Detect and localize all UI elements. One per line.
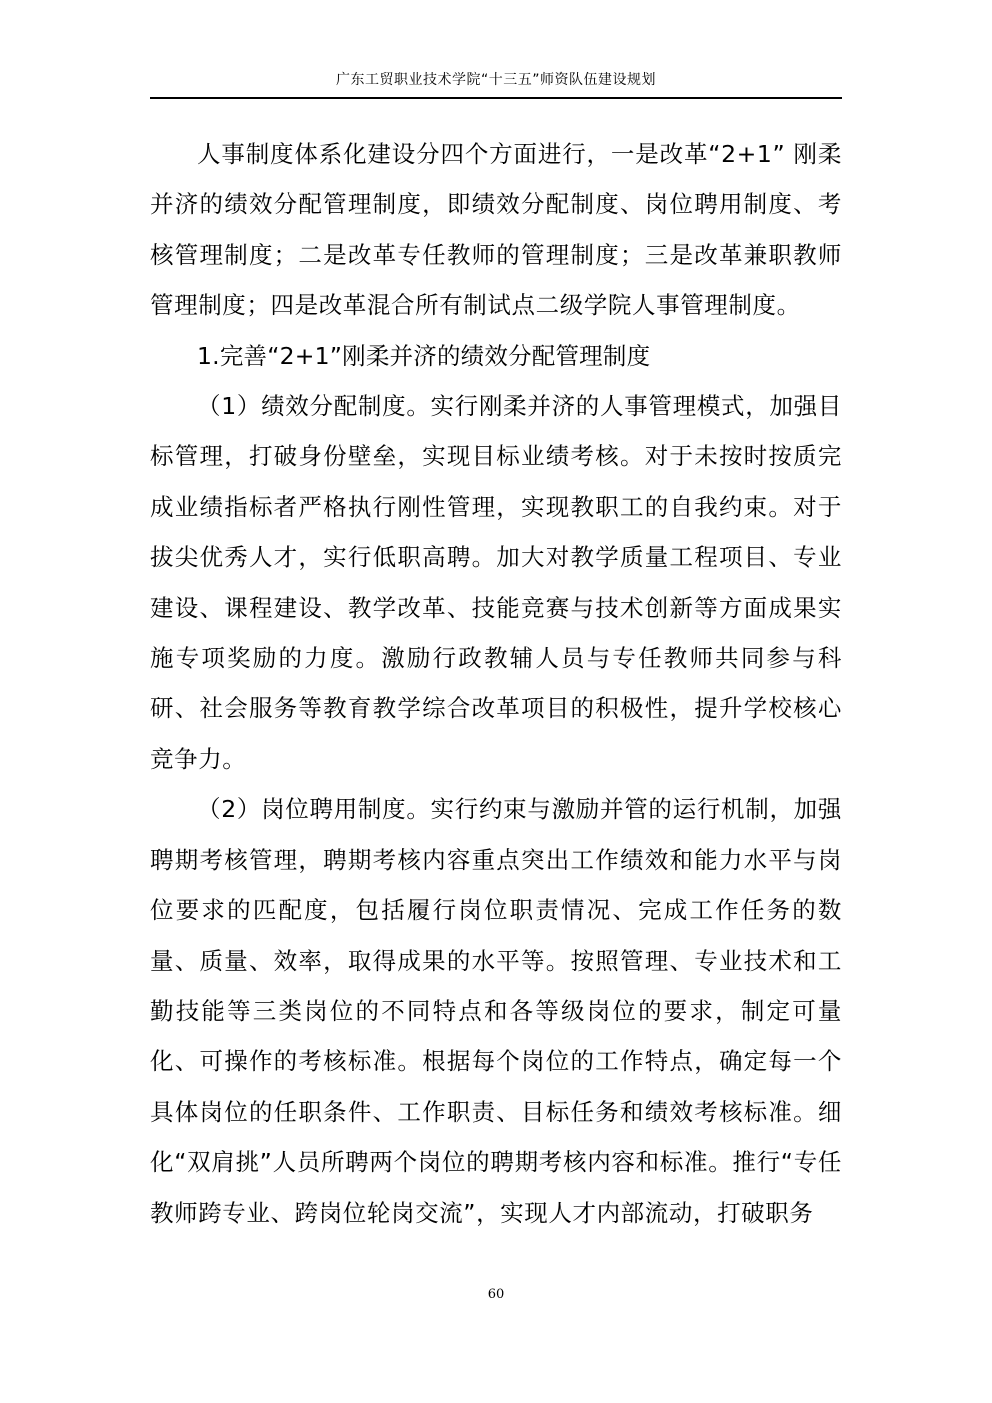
document-body: [150, 129, 842, 1238]
section-heading: 1.完善“2+1”刚柔并济的绩效分配管理制度: [197, 341, 651, 370]
page-header: [150, 70, 842, 90]
page-footer: [150, 1287, 842, 1303]
paragraph-post-appointment: （2）岗位聘用制度。实行约束与激励并管的运行机制，加强聘期考核管理，聘期考核内容重点突出工作绩效和能力水平与岗位要求的匹配度，包括履行岗位职责情况、完成工作任务的数量、质量、效率，取得成果的水平等。按照管理、专业技术和工勤技能等三类岗位的不同特点和各等级岗位的要求，制定可量化、可操作的考核标准。根据每个岗位的工作特点，确定每一个具体岗位的任职条件、工作职责、目标任务和绩效考核标准。细化“双肩挑”人员所聘两个岗位的聘期考核内容和标准。推行“专任教师跨专业、跨岗位轮岗交流”，实现人才内部流动，打破职务: [150, 795, 842, 1227]
paragraph-performance-allocation: （1）绩效分配制度。实行刚柔并济的人事管理模式，加强目标管理，打破身份壁垒，实现目标业绩考核。对于未按时按质完成业绩指标者严格执行刚性管理，实现教职工的自我约束。对于拔尖优秀人才，实行低职高聘。加大对教学质量工程项目、专业建设、课程建设、教学改革、技能竞赛与技术创新等方面成果实施专项奖励的力度。激励行政教辅人员与专任教师共同参与科研、社会服务等教育教学综合改革项目的积极性，提升学校核心竞争力。: [150, 392, 842, 773]
header-divider: [150, 97, 842, 99]
page-number: 60: [487, 1287, 505, 1302]
header-title: 广东工贸职业技术学院“十三五”师资队伍建设规划: [335, 72, 656, 88]
paragraph-intro: 人事制度体系化建设分四个方面进行，一是改革“2+1” 刚柔并济的绩效分配管理制度，即绩效分配制度、岗位聘用制度、考核管理制度；二是改革专任教师的管理制度；三是改革兼职教师管理制度；四是改革混合所有制试点二级学院人事管理制度。: [150, 140, 842, 320]
